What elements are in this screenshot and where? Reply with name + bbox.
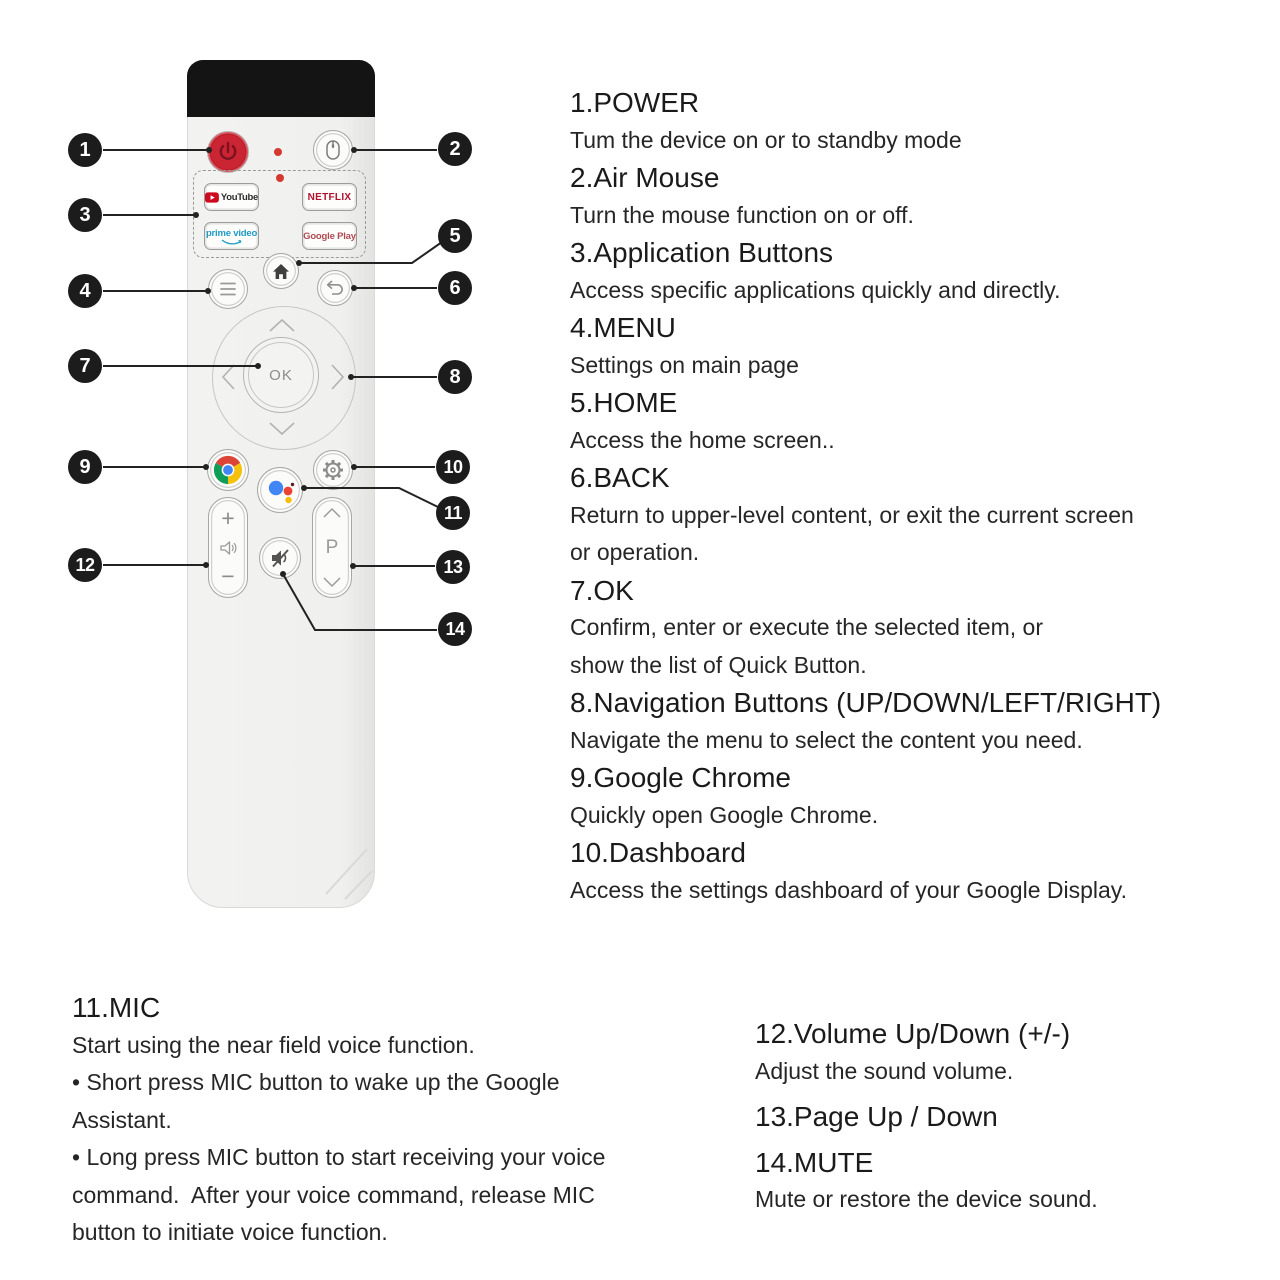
chrome-icon [213, 455, 243, 485]
callout-5: 5 [438, 219, 472, 253]
ok-label: OK [269, 366, 293, 384]
air-mouse-icon [325, 139, 341, 161]
callout-14: 14 [438, 612, 472, 646]
manual-mic-section [72, 989, 732, 1252]
volume-rocker [208, 497, 248, 598]
manual-line: command. After your voice command, release MIC [72, 1181, 595, 1208]
gear-icon [318, 455, 348, 485]
ok-button [243, 337, 319, 413]
callout-1: 1 [68, 133, 102, 167]
back-icon [325, 279, 345, 297]
youtube-button [204, 183, 259, 211]
google-chrome-button [207, 449, 249, 491]
manual-line: Confirm, enter or execute the selected item, or [570, 614, 1043, 640]
netflix-button [302, 183, 357, 211]
callout-2: 2 [438, 132, 472, 166]
google-play-button [302, 222, 357, 250]
nav-down-icon [266, 421, 298, 437]
google-play-label: Google Play [303, 230, 356, 242]
power-button [207, 131, 249, 173]
manual-heading: 12.Volume Up/Down (+/-) [755, 1018, 1071, 1049]
manual-heading: 7.OK [570, 574, 634, 606]
manual-line: show the list of Quick Button. [570, 651, 867, 678]
manual-heading: 10.Dashboard [570, 837, 746, 868]
ok-button-inner-ring [248, 342, 314, 408]
manual-line: Access the home screen.. [570, 426, 835, 453]
back-button [317, 270, 353, 306]
nav-right-icon [330, 361, 346, 393]
manual-line: Settings on main page [570, 351, 799, 378]
manual-heading: 5.HOME [570, 387, 678, 418]
google-assistant-mic-button [257, 467, 303, 513]
prime-video-button [204, 222, 259, 250]
callout-12: 12 [68, 548, 102, 582]
callout-8: 8 [438, 360, 472, 394]
page-down-icon [322, 577, 342, 588]
manual-bottom-right-column [755, 1015, 1255, 1219]
manual-line: Adjust the sound volume. [755, 1057, 1014, 1084]
callout-11: 11 [436, 496, 470, 530]
ir-led-dot [274, 148, 282, 156]
manual-line: Quickly open Google Chrome. [570, 801, 879, 828]
page-label: P [325, 537, 339, 558]
nav-left-icon [220, 361, 236, 393]
manual-heading: 2.Air Mouse [570, 162, 720, 193]
callout-7: 7 [68, 349, 102, 383]
callout-9: 9 [68, 450, 102, 484]
volume-up-label: + [221, 505, 235, 531]
manual-heading: 9.Google Chrome [570, 762, 792, 793]
manual-heading: 13.Page Up / Down [755, 1101, 998, 1132]
home-icon [272, 263, 290, 280]
manual-line: Return to upper-level content, or exit the current screen [570, 501, 1134, 528]
netflix-label: NETFLIX [307, 191, 352, 203]
callout-10: 10 [436, 450, 470, 484]
prime-smile-icon [220, 239, 244, 245]
remote-ir-window [187, 60, 375, 117]
manual-line: Mute or restore the device sound. [755, 1186, 1098, 1212]
callout-6: 6 [438, 271, 472, 305]
manual-line: Navigate the menu to select the content you need. [570, 726, 1083, 753]
power-icon [215, 139, 241, 165]
manual-right-column [570, 84, 1260, 909]
manual-heading: 1.POWER [570, 87, 700, 118]
page-up-icon [322, 507, 342, 518]
manual-line: button to initiate voice function. [72, 1219, 388, 1245]
manual-heading: 8.Navigation Buttons (UP/DOWN/LEFT/RIGHT) [570, 687, 1162, 718]
callout-3: 3 [68, 198, 102, 232]
manual-heading: 3.Application Buttons [570, 237, 834, 268]
manual-line: Access the settings dashboard of your Google Display. [570, 876, 1127, 903]
manual-line: Assistant. [72, 1106, 172, 1133]
volume-down-label: − [221, 563, 235, 589]
google-assistant-mic-icon [263, 473, 297, 507]
speaker-icon [219, 540, 237, 556]
callout-4: 4 [68, 274, 102, 308]
callout-13: 13 [436, 550, 470, 584]
manual-heading: 11.MIC [72, 992, 161, 1023]
home-button [263, 253, 299, 289]
manual-line: • Long press MIC button to start receiving your voice [72, 1144, 606, 1170]
manual-line: or operation. [570, 539, 700, 565]
manual-heading: 6.BACK [570, 462, 670, 493]
prime-video-label: prime video [205, 227, 258, 239]
page-rocker [312, 497, 352, 598]
manual-line: Access specific applications quickly and directly. [570, 276, 1061, 303]
youtube-play-icon [205, 192, 219, 203]
air-mouse-button [313, 130, 353, 170]
manual-line: Turn the mouse function on or off. [570, 201, 914, 228]
youtube-label: YouTube [220, 191, 258, 203]
nav-up-icon [266, 317, 298, 333]
manual-line: Tum the device on or to standby mode [570, 126, 962, 153]
mute-button [259, 537, 301, 579]
manual-line: Start using the near field voice function. [72, 1031, 475, 1058]
manual-heading: 4.MENU [570, 312, 676, 343]
menu-button [208, 269, 248, 309]
menu-icon [219, 281, 237, 297]
manual-line: • Short press MIC button to wake up the Google [72, 1069, 560, 1095]
mute-icon [269, 547, 291, 569]
dashboard-settings-button [313, 450, 353, 490]
manual-heading: 14.MUTE [755, 1146, 874, 1178]
